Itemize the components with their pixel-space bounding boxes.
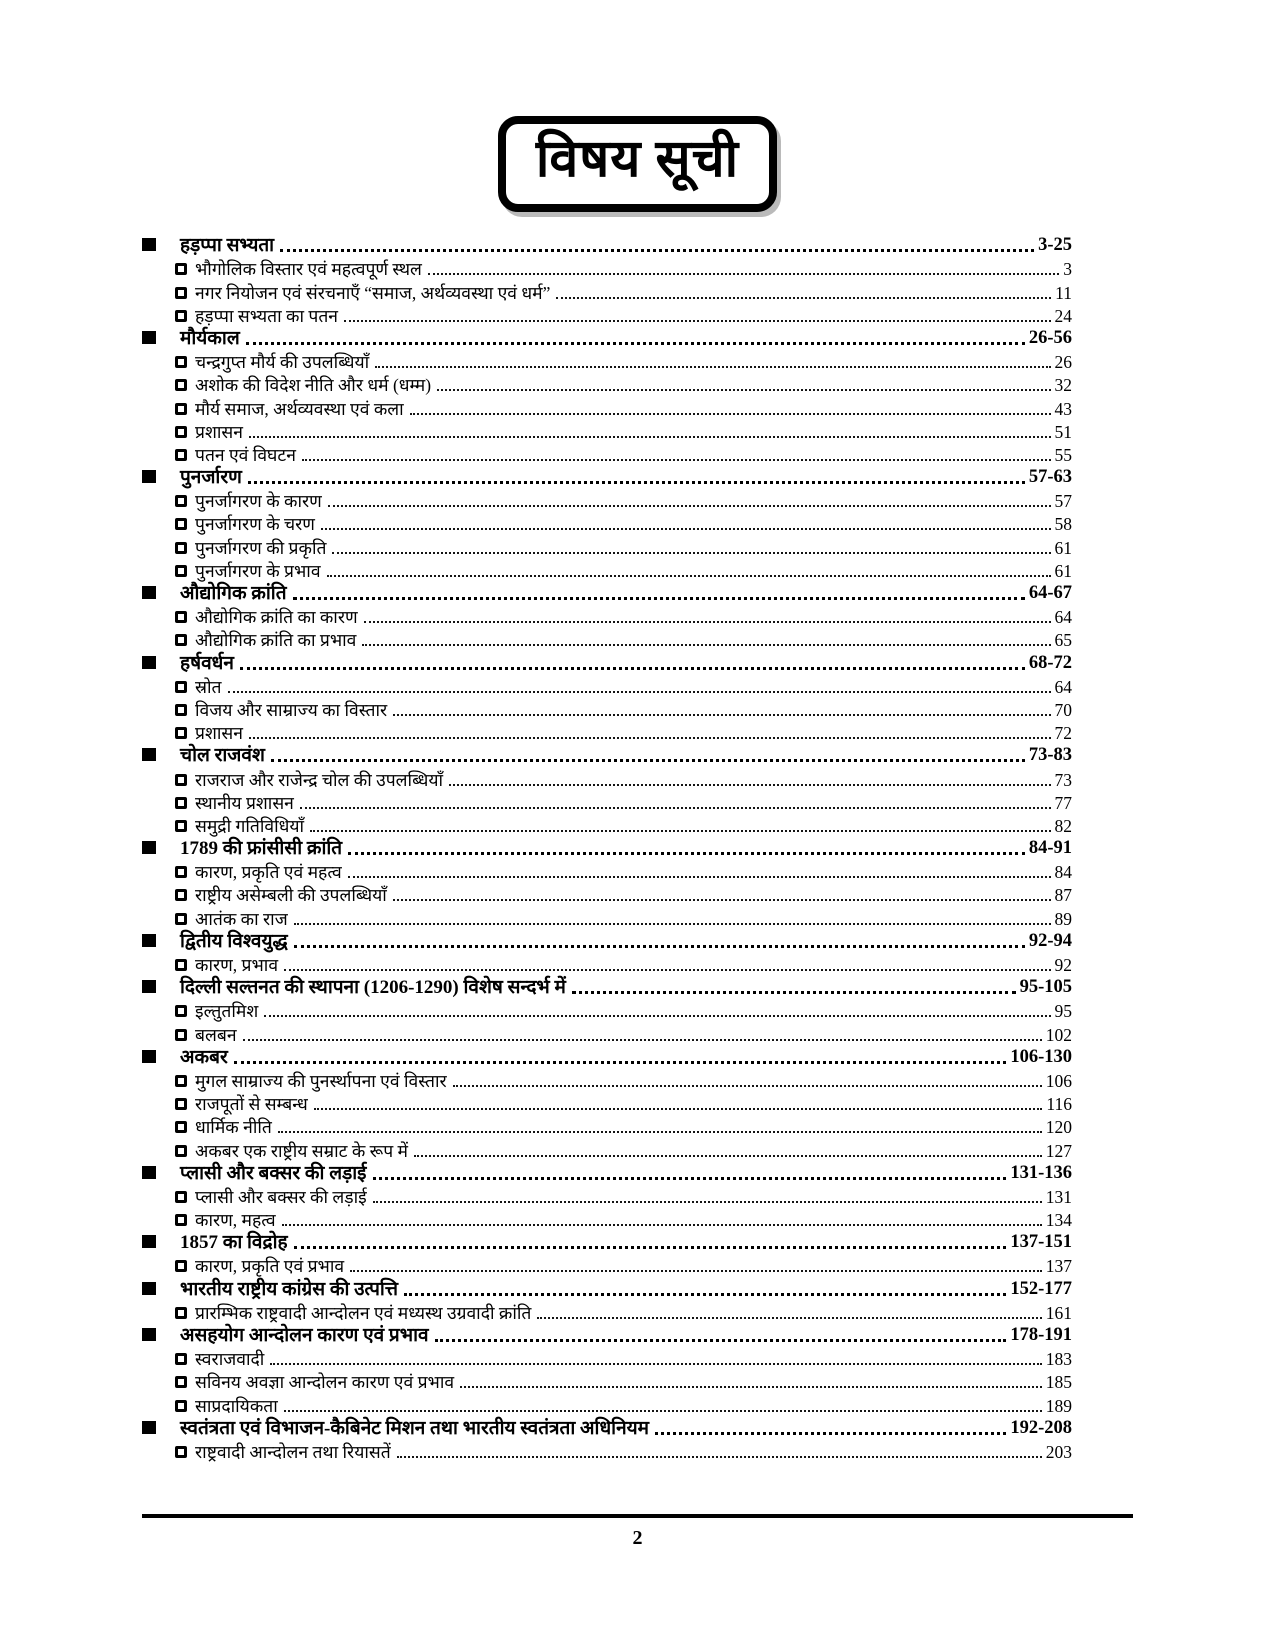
open-square-bullet-icon (175, 704, 187, 716)
filled-square-bullet-icon (142, 1328, 156, 1341)
toc-section-pages: 131-136 (1010, 1162, 1072, 1183)
dotted-leader (437, 389, 1050, 391)
toc-sub-page: 65 (1054, 630, 1072, 651)
toc-section-pages: 95-105 (1019, 977, 1072, 998)
dotted-leader (264, 1015, 1050, 1017)
dotted-leader (393, 899, 1051, 901)
filled-square-bullet-icon (142, 934, 156, 947)
dotted-leader (410, 413, 1051, 415)
toc-section-label: मौर्यकाल (180, 327, 240, 349)
toc-sub-label: नगर नियोजन एवं संरचनाएँ “समाज, अर्थव्यवस्था एवं धर्म” (195, 282, 551, 303)
toc-section-label: असहयोग आन्दोलन कारण एवं प्रभाव (180, 1325, 429, 1346)
toc-section-pages: 73-83 (1028, 745, 1072, 766)
toc-section-row (142, 743, 1072, 766)
toc-sub-row (142, 558, 1072, 581)
dotted-leader (284, 969, 1050, 971)
toc-section-label: स्वतंत्रता एवं विभाजन-कैबिनेट मिशन तथा भारतीय स्वतंत्रता अधिनियम (180, 1417, 650, 1439)
dotted-leader (655, 1432, 1006, 1435)
toc-sub-page: 127 (1045, 1140, 1072, 1161)
toc-section-row (142, 1323, 1072, 1346)
open-square-bullet-icon (175, 634, 187, 646)
open-square-bullet-icon (175, 379, 187, 391)
toc-sub-page: 95 (1054, 1001, 1072, 1022)
dotted-leader (278, 1131, 1042, 1133)
open-square-bullet-icon (175, 889, 187, 901)
toc-sub-page: 77 (1054, 792, 1072, 813)
toc-section-row (142, 233, 1072, 256)
toc-sub-row (142, 534, 1072, 557)
open-square-bullet-icon (175, 1191, 187, 1203)
open-square-bullet-icon (175, 426, 187, 438)
toc-sub-label: भौगोलिक विस्तार एवं महत्वपूर्ण स्थल (195, 259, 422, 280)
open-square-bullet-icon (175, 1353, 187, 1365)
toc-sub-row (142, 488, 1072, 511)
toc-sub-page: 183 (1045, 1349, 1072, 1370)
toc-sub-row (142, 372, 1072, 395)
toc-section-pages: 84-91 (1028, 838, 1072, 859)
toc-section-row (142, 1161, 1072, 1184)
dotted-leader (453, 1085, 1042, 1087)
open-square-bullet-icon (175, 1446, 187, 1458)
toc-sub-label: कारण, प्रभाव (195, 955, 279, 975)
page-header (0, 0, 1275, 212)
toc-section-row (142, 975, 1072, 998)
toc-list (142, 233, 1072, 1462)
dotted-leader (460, 1386, 1042, 1388)
open-square-bullet-icon (175, 959, 187, 971)
toc-sub-row (142, 766, 1072, 789)
toc-sub-label: पतन एवं विघटन (195, 444, 296, 465)
dotted-leader (310, 830, 1050, 832)
dotted-leader (246, 342, 1025, 345)
dotted-leader (294, 1246, 1007, 1249)
filled-square-bullet-icon (142, 1421, 156, 1434)
filled-square-bullet-icon (142, 841, 156, 854)
open-square-bullet-icon (175, 611, 187, 623)
dotted-leader (428, 273, 1059, 275)
dotted-leader (373, 1177, 1007, 1180)
toc-sub-row (142, 697, 1072, 720)
toc-section-pages: 3-25 (1038, 235, 1072, 256)
toc-section-label: अकबर (180, 1046, 228, 1068)
dotted-leader (332, 552, 1050, 554)
toc-section-row (142, 929, 1072, 952)
dotted-leader (375, 366, 1050, 368)
toc-section-pages: 192-208 (1010, 1417, 1072, 1438)
toc-sub-label: प्रशासन (195, 723, 243, 744)
dotted-leader (249, 436, 1051, 438)
toc-sub-page: 70 (1054, 699, 1072, 720)
filled-square-bullet-icon (142, 1050, 156, 1063)
toc-section-row (142, 465, 1072, 488)
dotted-leader (572, 991, 1016, 994)
toc-sub-row (142, 511, 1072, 534)
toc-sub-label: स्वराजवादी (195, 1349, 265, 1370)
dotted-leader (294, 945, 1025, 948)
toc-sub-label: पुनर्जागरण के कारण (195, 491, 322, 512)
open-square-bullet-icon (175, 727, 187, 739)
toc-sub-page: 131 (1045, 1186, 1072, 1207)
toc-sub-label: मुगल साम्राज्य की पुनर्स्थापना एवं विस्तार (195, 1070, 447, 1091)
toc-sub-row (142, 1439, 1072, 1462)
toc-sub-page: 116 (1046, 1094, 1072, 1115)
open-square-bullet-icon (175, 542, 187, 554)
toc-sub-label: पुनर्जागरण की प्रकृति (195, 537, 327, 558)
toc-section-row (142, 326, 1072, 349)
toc-section-pages: 57-63 (1028, 467, 1072, 488)
toc-sub-page: 84 (1054, 862, 1072, 883)
toc-sub-page: 57 (1054, 491, 1072, 512)
toc-sub-page: 137 (1045, 1256, 1072, 1277)
filled-square-bullet-icon (142, 586, 156, 599)
toc-section-label: द्वितीय विश्वयुद्ध (180, 930, 288, 952)
dotted-leader (348, 852, 1025, 855)
toc-sub-row (142, 349, 1072, 372)
toc-sub-row (142, 279, 1072, 302)
toc-sub-label: बलबन (195, 1024, 237, 1045)
toc-sub-row (142, 395, 1072, 418)
toc-section-label: प्लासी और बक्सर की लड़ाई (180, 1162, 367, 1184)
dotted-leader (228, 691, 1051, 693)
filled-square-bullet-icon (142, 1235, 156, 1248)
open-square-bullet-icon (175, 1214, 187, 1226)
open-square-bullet-icon (175, 1145, 187, 1157)
dotted-leader (393, 714, 1050, 716)
toc-sub-label: अशोक की विदेश नीति और धर्म (धम्म) (195, 375, 432, 396)
toc-sub-row (142, 952, 1072, 975)
toc-sub-page: 32 (1054, 375, 1072, 396)
toc-sub-page: 134 (1045, 1210, 1072, 1231)
toc-sub-label: विजय और साम्राज्य का विस्तार (195, 699, 388, 720)
footer-rule (142, 1514, 1133, 1518)
toc-sub-label: धार्मिक नीति (195, 1117, 272, 1138)
dotted-leader (397, 1456, 1042, 1458)
toc-section-row (142, 1230, 1072, 1253)
toc-sub-page: 106 (1045, 1070, 1072, 1091)
toc-sub-row (142, 1137, 1072, 1160)
toc-sub-row (142, 1392, 1072, 1415)
dotted-leader (373, 1201, 1042, 1203)
toc-sub-row (142, 1021, 1072, 1044)
open-square-bullet-icon (175, 1400, 187, 1412)
toc-sub-row (142, 1346, 1072, 1369)
dotted-leader (348, 876, 1051, 878)
toc-section-row (142, 1045, 1072, 1068)
filled-square-bullet-icon (142, 1282, 156, 1295)
toc-section-row (142, 1276, 1072, 1299)
open-square-bullet-icon (175, 1005, 187, 1017)
dotted-leader (321, 528, 1051, 530)
toc-section-pages: 178-191 (1010, 1325, 1072, 1345)
toc-sub-label: राष्ट्रीय असेम्बली की उपलब्धियाँ (195, 885, 387, 906)
toc-section-label: औद्योगिक क्रांति (180, 583, 287, 604)
filled-square-bullet-icon (142, 656, 156, 669)
toc-sub-page: 102 (1045, 1024, 1072, 1045)
dotted-leader (270, 1363, 1041, 1365)
open-square-bullet-icon (175, 1121, 187, 1133)
dotted-leader (243, 1039, 1042, 1041)
toc-sub-page: 92 (1054, 955, 1072, 975)
open-square-bullet-icon (175, 263, 187, 275)
open-square-bullet-icon (175, 1075, 187, 1087)
toc-sub-page: 189 (1045, 1395, 1072, 1416)
toc-sub-page: 58 (1054, 514, 1072, 535)
toc-section-label: 1857 का विद्रोह (180, 1232, 288, 1254)
toc-sub-label: इल्तुतमिश (195, 1001, 259, 1022)
toc-sub-label: औद्योगिक क्रांति का प्रभाव (195, 630, 357, 651)
dotted-leader (294, 923, 1051, 925)
filled-square-bullet-icon (142, 980, 156, 993)
toc-sub-page: 26 (1054, 352, 1072, 373)
toc-sub-row (142, 813, 1072, 836)
toc-sub-page: 82 (1054, 815, 1072, 836)
toc-sub-label: औद्योगिक क्रांति का कारण (195, 607, 358, 628)
toc-sub-page: 61 (1054, 537, 1072, 558)
toc-sub-row (142, 1068, 1072, 1091)
toc-sub-page: 185 (1045, 1372, 1072, 1393)
toc-sub-row (142, 419, 1072, 442)
toc-sub-page: 11 (1055, 282, 1072, 303)
toc-sub-label: राजराज और राजेन्द्र चोल की उपलब्धियाँ (195, 769, 444, 790)
open-square-bullet-icon (175, 518, 187, 530)
dotted-leader (300, 807, 1051, 809)
toc-sub-page: 64 (1054, 676, 1072, 697)
toc-section-label: भारतीय राष्ट्रीय कांग्रेस की उत्पत्ति (180, 1278, 398, 1300)
dotted-leader (314, 1108, 1043, 1110)
toc-sub-page: 64 (1054, 607, 1072, 628)
page-title: विषय सूची (535, 131, 740, 188)
open-square-bullet-icon (175, 449, 187, 461)
toc-sub-row (142, 720, 1072, 743)
footer-page-number: 2 (632, 1526, 643, 1549)
toc-sub-page: 89 (1054, 908, 1072, 929)
dotted-leader (350, 1270, 1042, 1272)
toc-sub-row (142, 905, 1072, 928)
toc-section-label: 1789 की फ्रांसीसी क्रांति (180, 838, 343, 860)
open-square-bullet-icon (175, 356, 187, 368)
toc-sub-row (142, 303, 1072, 326)
toc-sub-label: कारण, प्रकृति एवं महत्व (195, 862, 342, 883)
dotted-leader (537, 1317, 1041, 1319)
filled-square-bullet-icon (142, 331, 156, 344)
toc-sub-label: कारण, महत्व (195, 1210, 276, 1231)
toc-section-label: चोल राजवंश (180, 745, 265, 767)
toc-section-pages: 106-130 (1010, 1046, 1072, 1067)
toc-sub-label: पुनर्जागरण के चरण (195, 514, 315, 535)
dotted-leader (414, 1155, 1042, 1157)
filled-square-bullet-icon (142, 238, 156, 251)
open-square-bullet-icon (175, 495, 187, 507)
toc-sub-page: 24 (1054, 305, 1072, 326)
toc-sub-row (142, 859, 1072, 882)
dotted-leader (362, 644, 1050, 646)
dotted-leader (404, 1293, 1006, 1296)
toc-sub-label: सविनय अवज्ञा आन्दोलन कारण एवं प्रभाव (195, 1372, 455, 1393)
open-square-bullet-icon (175, 913, 187, 925)
toc-section-pages: 137-151 (1010, 1232, 1072, 1253)
toc-sub-row (142, 1091, 1072, 1114)
toc-sub-page: 161 (1045, 1302, 1072, 1323)
open-square-bullet-icon (175, 797, 187, 809)
dotted-leader (284, 1410, 1042, 1412)
toc-sub-label: प्रशासन (195, 421, 243, 442)
toc-section-row (142, 1416, 1072, 1439)
toc-sub-label: अकबर एक राष्ट्रीय सम्राट के रूप में (195, 1140, 409, 1161)
toc-sub-row (142, 1253, 1072, 1276)
toc-sub-label: चन्द्रगुप्त मौर्य की उपलब्धियाँ (195, 352, 370, 373)
toc-section-pages: 26-56 (1028, 327, 1072, 348)
dotted-leader (364, 621, 1051, 623)
dotted-leader (249, 737, 1051, 739)
dotted-leader (556, 297, 1051, 299)
toc-sub-label: समुद्री गतिविधियाँ (195, 815, 305, 836)
toc-sub-row (142, 256, 1072, 279)
toc-section-pages: 152-177 (1010, 1278, 1072, 1299)
toc-sub-page: 73 (1054, 769, 1072, 790)
open-square-bullet-icon (175, 310, 187, 322)
toc-section-pages: 64-67 (1028, 583, 1072, 603)
toc-sub-row (142, 1207, 1072, 1230)
toc-sub-label: राजपूतों से सम्बन्ध (195, 1094, 308, 1115)
toc-sub-row (142, 627, 1072, 650)
filled-square-bullet-icon (142, 748, 156, 761)
open-square-bullet-icon (175, 287, 187, 299)
toc-sub-row (142, 1300, 1072, 1323)
toc-section-row (142, 650, 1072, 673)
toc-sub-row (142, 790, 1072, 813)
dotted-leader (344, 320, 1050, 322)
toc-section-row (142, 836, 1072, 859)
open-square-bullet-icon (175, 1029, 187, 1041)
toc-sub-page: 55 (1054, 444, 1072, 465)
toc-sub-row (142, 882, 1072, 905)
toc-section-pages: 68-72 (1028, 652, 1072, 673)
open-square-bullet-icon (175, 866, 187, 878)
toc-sub-row (142, 1184, 1072, 1207)
dotted-leader (280, 249, 1034, 252)
filled-square-bullet-icon (142, 470, 156, 483)
dotted-leader (248, 481, 1025, 484)
toc-sub-label: राष्ट्रवादी आन्दोलन तथा रियासतें (195, 1441, 391, 1462)
toc-sub-label: स्थानीय प्रशासन (195, 792, 294, 813)
toc-sub-page: 72 (1054, 723, 1072, 744)
toc-sub-row (142, 674, 1072, 697)
open-square-bullet-icon (175, 774, 187, 786)
toc-sub-label: मौर्य समाज, अर्थव्यवस्था एवं कला (195, 398, 404, 419)
toc-section-label: पुनर्जारण (180, 467, 242, 489)
toc-sub-page: 3 (1063, 259, 1072, 280)
toc-sub-label: आतंक का राज (195, 908, 288, 929)
toc-section-label: दिल्ली सल्तनत की स्थापना (1206-1290) विशेष सन्दर्भ में (180, 977, 566, 999)
open-square-bullet-icon (175, 1098, 187, 1110)
toc-sub-page: 120 (1045, 1117, 1072, 1138)
toc-section-row (142, 581, 1072, 604)
toc-sub-label: प्लासी और बक्सर की लड़ाई (195, 1186, 367, 1207)
open-square-bullet-icon (175, 1376, 187, 1388)
dotted-leader (327, 575, 1051, 577)
toc-sub-page: 203 (1045, 1441, 1072, 1462)
toc-section-label: हर्षवर्धन (180, 652, 234, 674)
toc-sub-row (142, 442, 1072, 465)
dotted-leader (328, 505, 1051, 507)
dotted-leader (449, 784, 1050, 786)
dotted-leader (234, 1061, 1007, 1064)
open-square-bullet-icon (175, 820, 187, 832)
toc-section-label: हड़प्पा सभ्यता (180, 235, 275, 257)
toc-sub-label: कारण, प्रकृति एवं प्रभाव (195, 1256, 345, 1277)
toc-sub-label: प्रारम्भिक राष्ट्रवादी आन्दोलन एवं मध्यस्थ उग्रवादी क्रांति (195, 1302, 532, 1323)
open-square-bullet-icon (175, 1307, 187, 1319)
filled-square-bullet-icon (142, 1166, 156, 1179)
toc-sub-row (142, 998, 1072, 1021)
toc-sub-page: 51 (1054, 421, 1072, 442)
dotted-leader (302, 459, 1051, 461)
toc-sub-page: 43 (1054, 398, 1072, 419)
toc-sub-row (142, 1114, 1072, 1137)
toc-sub-label: हड़प्पा सभ्यता का पतन (195, 305, 339, 326)
dotted-leader (240, 667, 1025, 670)
dotted-leader (293, 597, 1025, 600)
title-box (498, 116, 777, 212)
dotted-leader (435, 1339, 1007, 1342)
toc-sub-label: स्रोत (195, 676, 222, 697)
toc-sub-page: 87 (1054, 885, 1072, 906)
toc-sub-row (142, 604, 1072, 627)
toc-sub-row (142, 1369, 1072, 1392)
toc-sub-label: साप्रदायिकता (195, 1395, 278, 1416)
open-square-bullet-icon (175, 1260, 187, 1272)
dotted-leader (282, 1224, 1042, 1226)
toc-sub-label: पुनर्जागरण के प्रभाव (195, 560, 321, 581)
open-square-bullet-icon (175, 565, 187, 577)
open-square-bullet-icon (175, 681, 187, 693)
toc-sub-page: 61 (1054, 560, 1072, 581)
open-square-bullet-icon (175, 403, 187, 415)
dotted-leader (271, 759, 1025, 762)
toc-section-pages: 92-94 (1028, 930, 1072, 951)
